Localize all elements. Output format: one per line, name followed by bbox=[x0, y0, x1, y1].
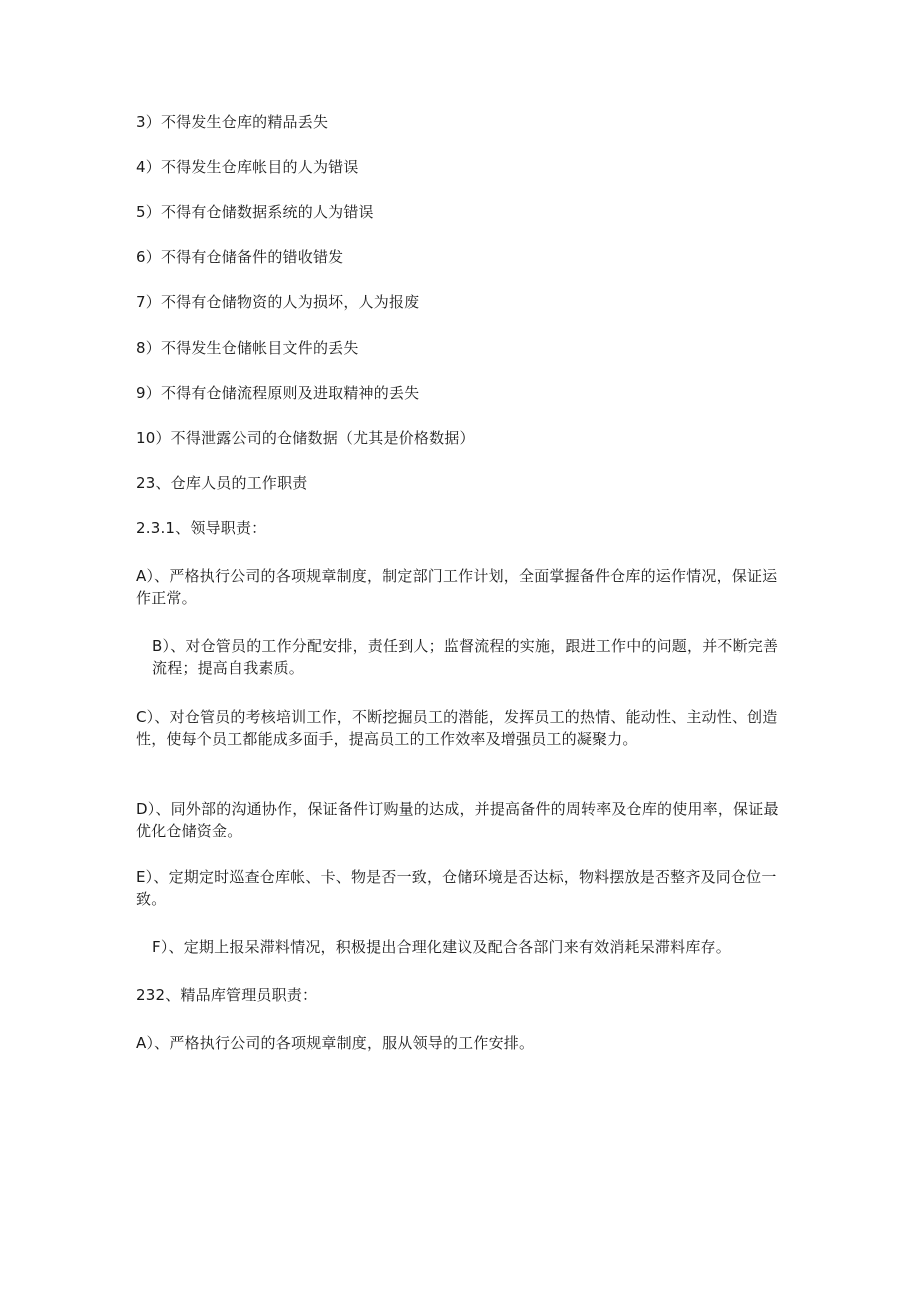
leader-duty-e: E）、定期定时巡查仓库帐、卡、物是否一致，仓储环境是否达标，物料摆放是否整齐及同仓位一致。 bbox=[136, 868, 777, 908]
leader-duty-b: B）、对仓管员的工作分配安排，责任到人；监督流程的实施，跟进工作中的问题，并不断完善流程；提高自我素质。 bbox=[152, 637, 779, 677]
rule-item-8: 8）不得发生仓储帐目文件的丢失 bbox=[136, 339, 359, 357]
boutique-keeper-duty-a: A）、严格执行公司的各项规章制度，服从领导的工作安排。 bbox=[136, 1034, 535, 1052]
section-heading-staff-duties: 23、仓库人员的工作职责 bbox=[136, 474, 308, 492]
leader-duty-c: C）、对仓管员的考核培训工作，不断挖掘员工的潜能，发挥员工的热情、能动性、主动性、创造性，使每个员工都能成多面手，提高员工的工作效率及增强员工的凝聚力。 bbox=[136, 708, 778, 748]
subsection-heading-leader-duties: 2.3.1、领导职责： bbox=[136, 519, 267, 537]
subsection-heading-boutique-keeper-duties: 232、精品库管理员职责： bbox=[136, 986, 318, 1004]
rule-item-10: 10）不得泄露公司的仓储数据（尤其是价格数据） bbox=[136, 429, 475, 447]
rule-item-5: 5）不得有仓储数据系统的人为错误 bbox=[136, 203, 374, 221]
rule-item-6: 6）不得有仓储备件的错收错发 bbox=[136, 248, 344, 266]
rule-item-7: 7）不得有仓储物资的人为损坏，人为报废 bbox=[136, 293, 420, 311]
rule-item-9: 9）不得有仓储流程原则及进取精神的丢失 bbox=[136, 384, 420, 402]
leader-duty-a: A）、严格执行公司的各项规章制度，制定部门工作计划，全面掌握备件仓库的运作情况，保证运作正常。 bbox=[136, 567, 778, 607]
leader-duty-d: D）、同外部的沟通协作，保证备件订购量的达成，并提高备件的周转率及仓库的使用率，保证最优化仓储资金。 bbox=[136, 800, 779, 840]
rule-item-3: 3）不得发生仓库的精品丢失 bbox=[136, 113, 329, 131]
rule-item-4: 4）不得发生仓库帐目的人为错误 bbox=[136, 158, 359, 176]
leader-duty-f: F）、定期上报呆滞料情况，积极提出合理化建议及配合各部门来有效消耗呆滞料库存。 bbox=[152, 938, 731, 956]
